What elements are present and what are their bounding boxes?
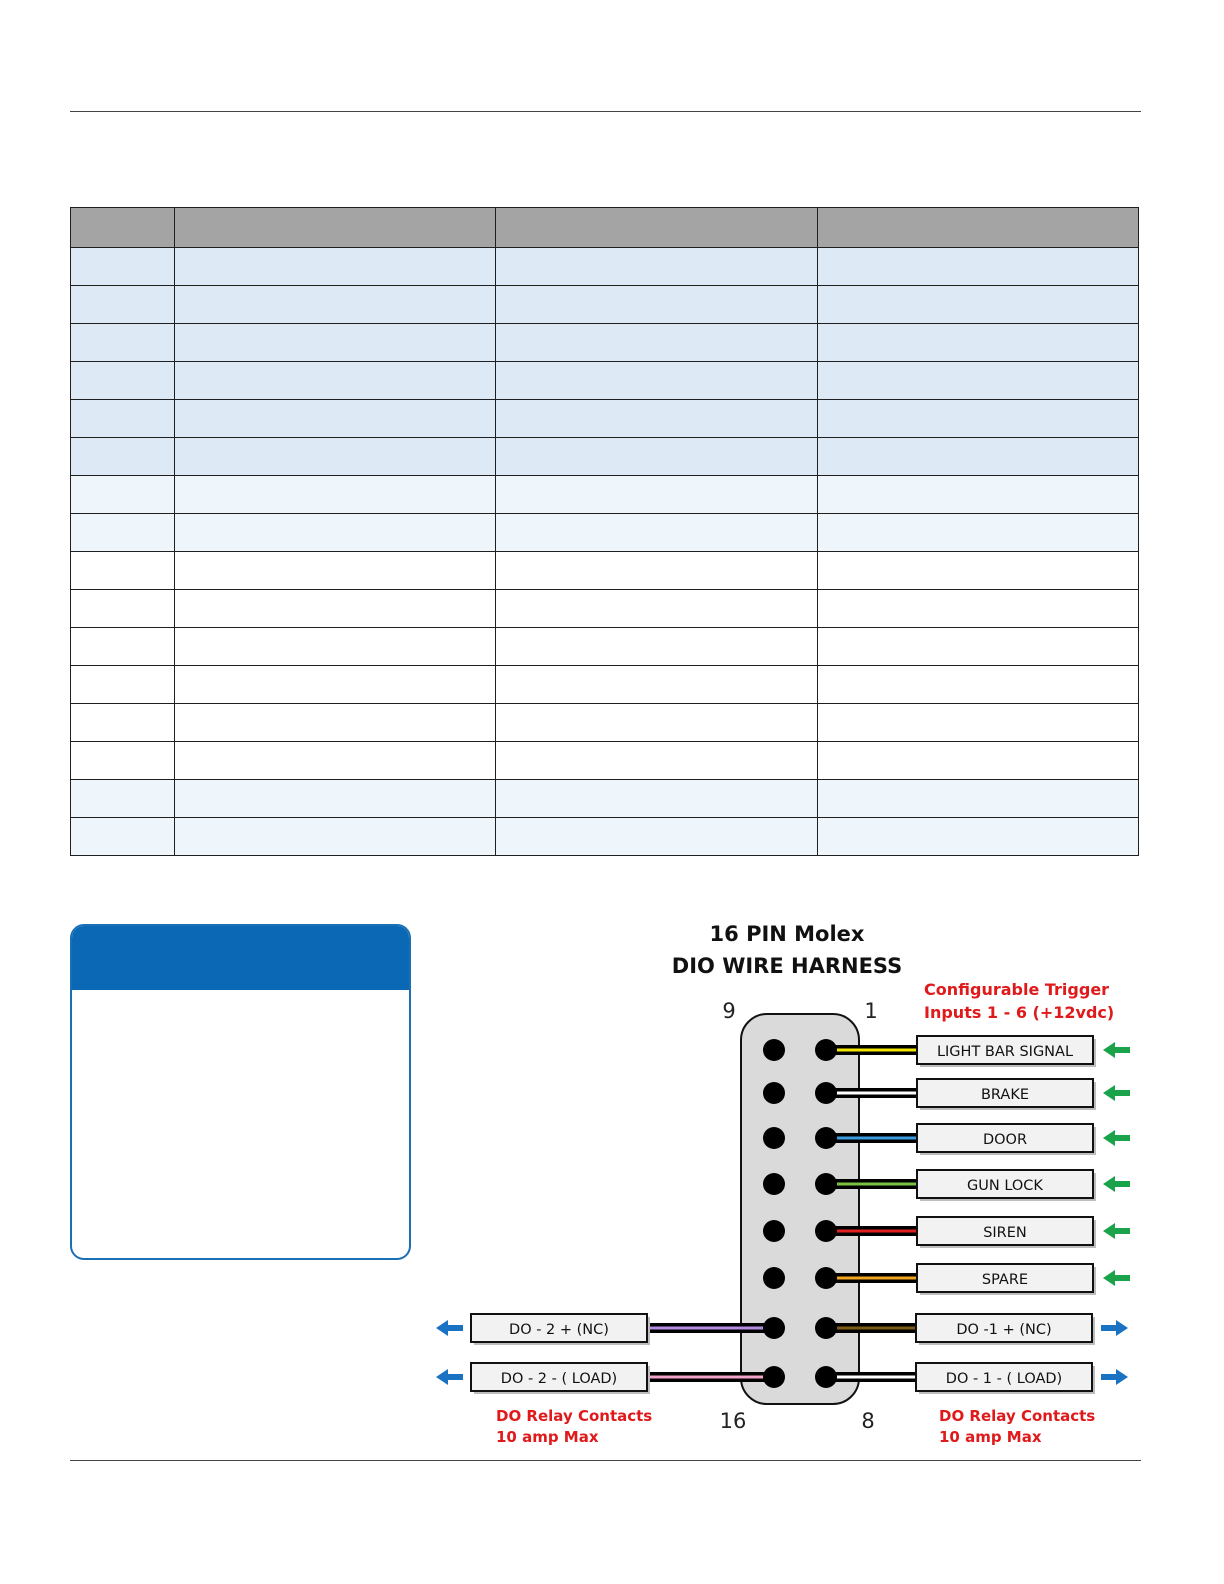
pinout-table bbox=[70, 207, 1139, 856]
wire-harness-diagram bbox=[420, 905, 1140, 1453]
trigger-note-line2: Inputs 1 - 6 (+12vdc) bbox=[924, 1003, 1115, 1022]
pin-right-2 bbox=[815, 1082, 837, 1104]
table-cell bbox=[817, 666, 1138, 704]
table-row bbox=[71, 248, 1139, 286]
pin-left-1 bbox=[763, 1039, 785, 1061]
table-cell bbox=[71, 590, 175, 628]
table-cell bbox=[496, 742, 817, 780]
pin-label-1: 1 bbox=[864, 999, 878, 1023]
relay-note-right-line2: 10 amp Max bbox=[939, 1428, 1042, 1446]
table-cell bbox=[175, 476, 496, 514]
table-cell bbox=[175, 818, 496, 856]
table-cell bbox=[71, 666, 175, 704]
table-cell bbox=[175, 438, 496, 476]
output-right-arrow-2 bbox=[1101, 1369, 1128, 1385]
footer-rule bbox=[70, 1460, 1141, 1461]
pin-left-6 bbox=[763, 1267, 785, 1289]
table-cell bbox=[175, 324, 496, 362]
table-cell bbox=[817, 362, 1138, 400]
table-row bbox=[71, 514, 1139, 552]
input-arrow-3 bbox=[1103, 1130, 1130, 1146]
pin-left-2 bbox=[763, 1082, 785, 1104]
table-cell bbox=[496, 666, 817, 704]
pin-left-4 bbox=[763, 1173, 785, 1195]
output-left-box-1-label: DO - 2 + (NC) bbox=[509, 1322, 609, 1338]
table-cell bbox=[71, 362, 175, 400]
pin-right-4 bbox=[815, 1173, 837, 1195]
table-row bbox=[71, 438, 1139, 476]
table-cell bbox=[496, 362, 817, 400]
table-cell bbox=[496, 818, 817, 856]
table-cell bbox=[71, 400, 175, 438]
table-cell bbox=[175, 704, 496, 742]
table-cell bbox=[817, 438, 1138, 476]
table-cell bbox=[175, 590, 496, 628]
table-row bbox=[71, 818, 1139, 856]
table-row bbox=[71, 666, 1139, 704]
pin-right-8 bbox=[815, 1366, 837, 1388]
table-row bbox=[71, 780, 1139, 818]
input-label-box-6-label: SPARE bbox=[981, 1272, 1029, 1288]
table-cell bbox=[175, 552, 496, 590]
table-row bbox=[71, 324, 1139, 362]
input-label-box-2-label: BRAKE bbox=[980, 1087, 1030, 1103]
table-cell bbox=[496, 780, 817, 818]
input-arrow-1 bbox=[1103, 1042, 1130, 1058]
table-row bbox=[71, 286, 1139, 324]
table-cell bbox=[71, 514, 175, 552]
diagram-title-line2: DIO WIRE HARNESS bbox=[671, 954, 903, 978]
table-row bbox=[71, 552, 1139, 590]
output-right-box-2-label: DO - 1 - ( LOAD) bbox=[945, 1371, 1063, 1387]
input-arrow-6 bbox=[1103, 1270, 1130, 1286]
table-cell bbox=[71, 818, 175, 856]
table-cell bbox=[496, 324, 817, 362]
table-cell bbox=[496, 552, 817, 590]
table-cell bbox=[496, 286, 817, 324]
table-cell bbox=[817, 400, 1138, 438]
table-cell bbox=[175, 742, 496, 780]
table-cell bbox=[175, 248, 496, 286]
table-cell bbox=[496, 628, 817, 666]
pin-right-6 bbox=[815, 1267, 837, 1289]
output-left-arrow-1 bbox=[436, 1320, 463, 1336]
pin-right-3 bbox=[815, 1127, 837, 1149]
table-cell bbox=[817, 514, 1138, 552]
output-left-arrow-2 bbox=[436, 1369, 463, 1385]
table-cell bbox=[496, 476, 817, 514]
output-right-box-1-label: DO -1 + (NC) bbox=[956, 1322, 1052, 1338]
table-header-cell bbox=[817, 208, 1138, 248]
table-cell bbox=[71, 248, 175, 286]
table-cell bbox=[496, 704, 817, 742]
table-cell bbox=[817, 286, 1138, 324]
pin-right-7 bbox=[815, 1317, 837, 1339]
table-cell bbox=[175, 780, 496, 818]
input-label-box-4-label: GUN LOCK bbox=[967, 1178, 1043, 1194]
table-cell bbox=[496, 590, 817, 628]
table-cell bbox=[817, 324, 1138, 362]
table-cell bbox=[175, 400, 496, 438]
table-cell bbox=[71, 780, 175, 818]
pin-right-5 bbox=[815, 1220, 837, 1242]
table-row bbox=[71, 590, 1139, 628]
table-cell bbox=[817, 248, 1138, 286]
pin-left-8 bbox=[763, 1366, 785, 1388]
pin-label-16: 16 bbox=[719, 1409, 747, 1433]
table-cell bbox=[817, 742, 1138, 780]
table-cell bbox=[817, 552, 1138, 590]
table-row bbox=[71, 362, 1139, 400]
callout-box bbox=[70, 924, 411, 1260]
table-header-cell bbox=[175, 208, 496, 248]
table-cell bbox=[496, 248, 817, 286]
output-right-arrow-1 bbox=[1101, 1320, 1128, 1336]
relay-note-left-line1: DO Relay Contacts bbox=[496, 1407, 653, 1425]
table-cell bbox=[817, 704, 1138, 742]
header-rule bbox=[70, 111, 1141, 112]
table-header-row bbox=[71, 208, 1139, 248]
table-cell bbox=[817, 818, 1138, 856]
table-cell bbox=[175, 362, 496, 400]
table-cell bbox=[71, 438, 175, 476]
pin-left-3 bbox=[763, 1127, 785, 1149]
table-cell bbox=[71, 552, 175, 590]
table-cell bbox=[71, 704, 175, 742]
table-cell bbox=[817, 628, 1138, 666]
diagram-title-line1: 16 PIN Molex bbox=[709, 922, 865, 946]
table-cell bbox=[175, 286, 496, 324]
table-row bbox=[71, 476, 1139, 514]
input-label-box-1-label: LIGHT BAR SIGNAL bbox=[936, 1044, 1074, 1060]
input-arrow-4 bbox=[1103, 1176, 1130, 1192]
table-cell bbox=[817, 780, 1138, 818]
table-cell bbox=[71, 742, 175, 780]
input-arrow-2 bbox=[1103, 1085, 1130, 1101]
table-row bbox=[71, 742, 1139, 780]
table-cell bbox=[71, 324, 175, 362]
input-arrow-5 bbox=[1103, 1223, 1130, 1239]
pin-right-1 bbox=[815, 1039, 837, 1061]
table-cell bbox=[496, 514, 817, 552]
molex-connector bbox=[741, 1014, 859, 1404]
table-row bbox=[71, 628, 1139, 666]
pin-left-5 bbox=[763, 1220, 785, 1242]
table-cell bbox=[817, 590, 1138, 628]
relay-note-left-line2: 10 amp Max bbox=[496, 1428, 599, 1446]
table-header-cell bbox=[496, 208, 817, 248]
table-row bbox=[71, 400, 1139, 438]
callout-box-header bbox=[72, 926, 409, 990]
input-label-box-3-label: DOOR bbox=[982, 1132, 1028, 1148]
pin-label-8: 8 bbox=[861, 1409, 875, 1433]
table-cell bbox=[175, 628, 496, 666]
pin-label-9: 9 bbox=[722, 999, 736, 1023]
table-cell bbox=[71, 286, 175, 324]
output-left-box-2-label: DO - 2 - ( LOAD) bbox=[500, 1371, 618, 1387]
table-header-cell bbox=[71, 208, 175, 248]
table-cell bbox=[175, 666, 496, 704]
trigger-note-line1: Configurable Trigger bbox=[924, 980, 1110, 999]
pin-left-7 bbox=[763, 1317, 785, 1339]
input-label-box-5-label: SIREN bbox=[983, 1225, 1027, 1241]
table-cell bbox=[496, 400, 817, 438]
table-cell bbox=[71, 628, 175, 666]
table-cell bbox=[175, 514, 496, 552]
table-cell bbox=[71, 476, 175, 514]
table-cell bbox=[496, 438, 817, 476]
relay-note-right-line1: DO Relay Contacts bbox=[939, 1407, 1096, 1425]
table-row bbox=[71, 704, 1139, 742]
table-cell bbox=[817, 476, 1138, 514]
